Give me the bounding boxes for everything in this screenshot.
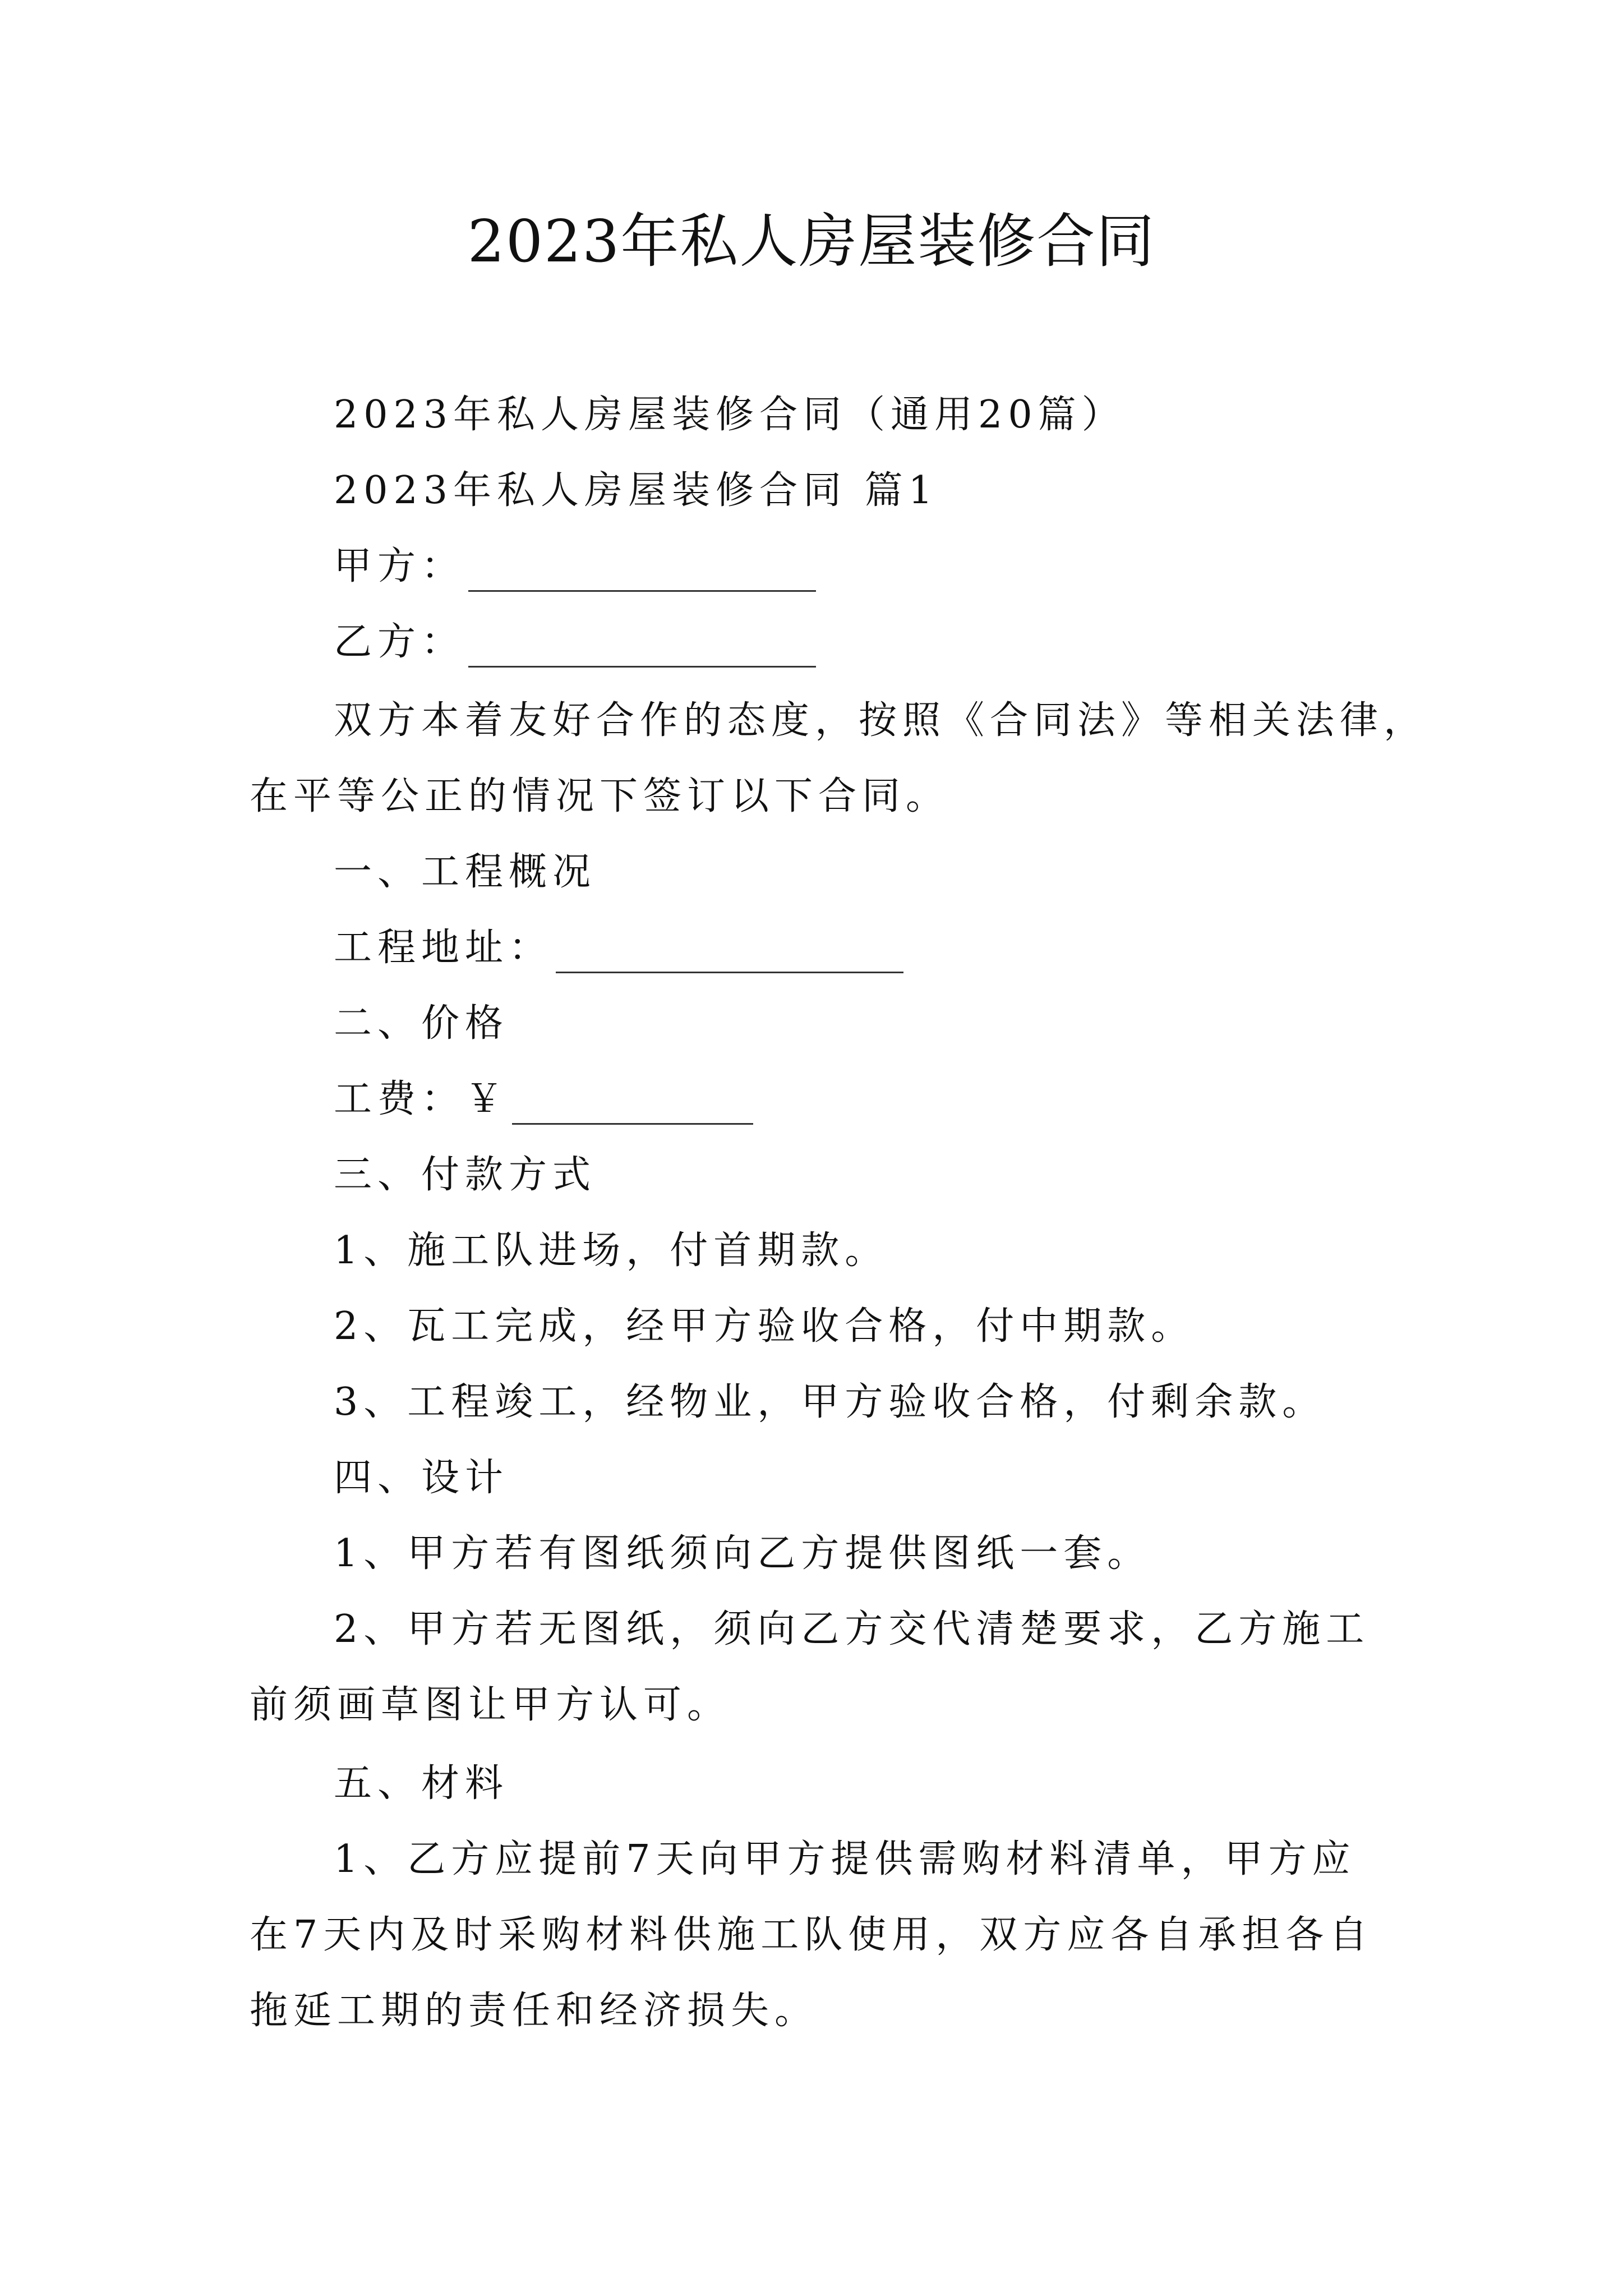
heading-price: 二、价格	[334, 1001, 509, 1046]
section-heading: 2023年私人房屋装修合同 篇1	[334, 468, 938, 513]
payment-item-3: 3、工程竣工，经物业，甲方验收合格，付剩余款。	[334, 1380, 1326, 1424]
materials-item-1-line-3: 拖延工期的责任和经济损失。	[250, 1989, 819, 2033]
labor-fee-line	[334, 1074, 753, 1125]
payment-item-1: 1、施工队进场，付首期款。	[334, 1228, 889, 1273]
project-address-blank	[556, 937, 903, 973]
heading-payment-method: 三、付款方式	[334, 1153, 597, 1197]
heading-project-overview: 一、工程概况	[334, 850, 597, 894]
materials-item-1-line-2: 在7天内及时采购材料供施工队使用，双方应各自承担各自	[250, 1913, 1373, 1957]
party-a-label: 甲方：	[334, 544, 465, 588]
design-item-1: 1、甲方若有图纸须向乙方提供图纸一套。	[334, 1531, 1151, 1576]
heading-materials: 五、材料	[334, 1761, 509, 1806]
project-address-line	[334, 923, 903, 973]
document-title: 2023年私人房屋装修合同	[467, 207, 1156, 275]
party-a-blank	[468, 555, 816, 592]
party-a-line	[334, 541, 816, 592]
design-item-2-line-1: 2、甲方若无图纸，须向乙方交代清楚要求，乙方施工	[334, 1607, 1370, 1651]
materials-item-1-line-1: 1、乙方应提前7天向甲方提供需购材料清单，甲方应	[334, 1837, 1356, 1881]
project-address-label: 工程地址：	[334, 926, 553, 970]
payment-item-2: 2、瓦工完成，经甲方验收合格，付中期款。	[334, 1304, 1195, 1349]
party-b-blank	[468, 631, 816, 668]
document-subtitle: 2023年私人房屋装修合同（通用20篇）	[334, 393, 1126, 437]
intro-paragraph-line-1: 双方本着友好合作的态度，按照《合同法》等相关法律，	[334, 698, 1428, 743]
labor-fee-label: 工费：￥	[334, 1077, 509, 1121]
heading-design: 四、设计	[334, 1456, 509, 1500]
design-item-2-line-2: 前须画草图让甲方认可。	[250, 1683, 731, 1727]
intro-paragraph-line-2: 在平等公正的情况下签订以下合同。	[250, 774, 950, 818]
labor-fee-blank	[512, 1088, 753, 1125]
party-b-label: 乙方：	[334, 620, 465, 664]
party-b-line	[334, 617, 816, 668]
